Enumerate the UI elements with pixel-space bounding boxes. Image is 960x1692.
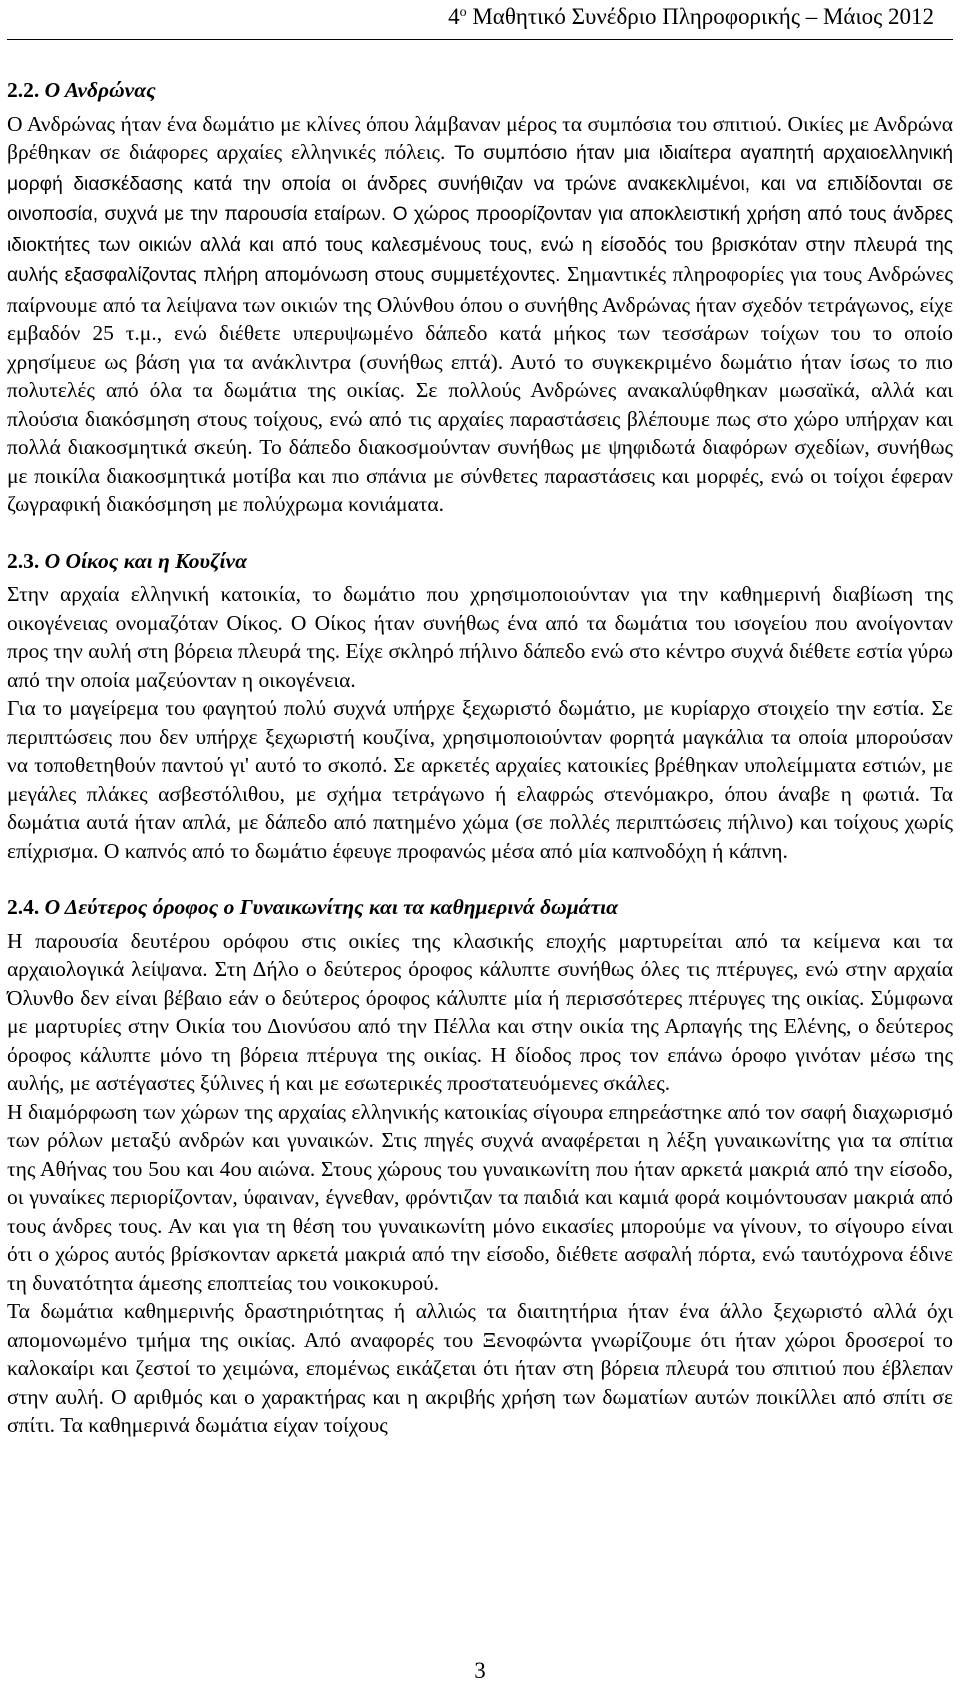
section-heading-2-3 <box>7 547 953 576</box>
paragraph-second-floor: Η παρουσία δευτέρου ορόφου στις οικίες της κλασικής εποχής μαρτυρείται από τα κείμενα και τα αρχαιολογικά λείψανα. Στη Δήλο ο δεύτερος όροφος κάλυπτε συνήθως όλες τις πτέρυγες, ενώ στην αρχαία Όλυνθο δεν είναι βέβαιο εάν ο δεύτερος όροφος κάλυπτε μία ή περισσότερες πτέρυγες της οικίας. Σύμφωνα με μαρτυρίες στην Οικία του Διονύσου από την Πέλλα και στην οικία της Αρπαγής της Ελένης, ο δεύτερος όροφος κάλυπτε μόνο τη βόρεια πτέρυγα της οικίας. Η δίοδος προς τον επάνω όροφο γινόταν μέσω της αυλής, με αστέγαστες ξύλινες ή και με εσωτερικές προστατευόμενες σκάλες. <box>7 928 953 1095</box>
section-title: Ο Δεύτερος όροφος ο Γυναικωνίτης και τα καθημερινά δωμάτια <box>44 895 618 919</box>
running-header <box>0 2 934 32</box>
header-ordinal-superscript: ο <box>459 5 467 20</box>
header-divider <box>7 39 953 40</box>
page-number: 3 <box>474 1658 486 1683</box>
body-content <box>7 48 953 1440</box>
paragraph-oikos: Στην αρχαία ελληνική κατοικία, το δωμάτιο που χρησιμοποιούνταν για την καθημερινή διαβίωση της οικογένειας ονομαζόταν Οίκος. Ο Οίκος ήταν συνήθως ένα από τα δωμάτια του ισογείου που ανοίγονταν προς την αυλή στη βόρεια πλευρά της. Είχε σκληρό πήλινο δάπεδο ενώ στο κέντρο συχνά διέθετε εστία γύρω από την οποία μαζεύονταν η οικογένεια. <box>7 582 953 692</box>
section-heading-2-4 <box>7 893 953 922</box>
paragraph-part-sans: Το συμπόσιο ήταν μια ιδιαίτερα αγαπητή αρχαιοελληνική μορφή διασκέδασης κατά την οποία οι άνδρες συνήθιζαν να τρώνε ανακεκλιμένοι, και να επιδίδονται σε οινοποσία, συχνά με την παρουσία εταίρων. Ο χώρος προορίζονταν για αποκλειστική χρήση από τους άνδρες ιδιοκτήτες των οικιών αλλά και από τους καλεσμένους τους, ενώ η είσοδός του βρισκόταν στην πλευρά της αυλής εξασφαλίζοντας πλήρη απομόνωση στους συμμετέχοντες. <box>7 143 954 286</box>
paragraph-part: Σημαντικές πληροφορίες για τους Ανδρώνες παίρνουμε από τα λείψανα των οικιών της Ολύνθου όπου ο συνήθης Ανδρώνας ήταν σχεδόν τετράγωνος, είχε εμβαδόν 25 τ.μ., ενώ διέθετε υπερυψωμένο δάπεδο κατά μήκος των τεσσάρων τοίχων του το οποίο χρησίμευε ως βάση για τα ανάκλιντρα (συνήθως επτά). Αυτό το συγκεκριμένο δωμάτιο ήταν ίσως το πιο πολυτελές από όλα τα δωμάτια της οικίας. Σε πολλούς Ανδρώνες ανακαλύφθηκαν μωσαϊκά, αλλά και πλούσια διακόσμηση στους τοίχους, ενώ από τις αρχαίες παραστάσεις βλέπουμε πως στο χώρο υπήρχαν και πολλά διακοσμητικά σκεύη. Το δάπεδο διακοσμούνταν συνήθως με ψηφιδωτά διαφόρων σχεδίων, συνήθως με ποικίλα διακοσμητικά μοτίβα και πιο σπάνια με σύνθετες παραστάσεις και μορφές, ενώ οι τοίχοι έφεραν ζωγραφική διακόσμηση με πολύχρωμα κονιάματα. <box>7 262 953 516</box>
paragraph-andronas <box>7 110 953 519</box>
section-title: Ο Οίκος και η Κουζίνα <box>44 548 247 573</box>
paragraph-kitchen: Για το μαγείρεμα του φαγητού πολύ συχνά υπήρχε ξεχωριστό δωμάτιο, με κυρίαρχο στοιχείο την εστία. Σε περιπτώσεις που δεν υπήρχε ξεχωριστή κουζίνα, χρησιμοποιούνταν φορητά μαγκάλια τα οποία μπορούσαν να τοποθετηθούν παντού γι' αυτό το σκοπό. Σε αρκετές αρχαίες κατοικίες βρέθηκαν υπολείμματα εστιών, με μεγάλες πλάκες ασβεστόλιθου, με σχήμα τετράγωνο ή ελαφρώς στενόμακρο, όπου άναβε η φωτιά. Τα δωμάτια αυτά ήταν απλά, με δάπεδο από πατημένο χώμα (σε πολλές περιπτώσεις πήλινο) και τοίχους χωρίς επίχρισμα. Ο καπνός από το δωμάτιο έφευγε προφανώς μέσα από μία καπνοδόχη ή κάπνη. <box>7 696 953 863</box>
paragraph-daily-rooms: Τα δωμάτια καθημερινής δραστηριότητας ή αλλιώς τα διαιτητήρια ήταν ένα άλλο ξεχωριστό αλλά όχι απομονωμένο τμήμα της οικίας. Από αναφορές του Ξενοφώντα γνωρίζουμε ότι ήταν χώροι δροσεροί το καλοκαίρι και ζεστοί το χειμώνα, επομένως εικάζεται ότι ήταν στη βόρεια πλευρά του σπιτιού που έβλεπαν στην αυλή. Ο αριθμός και ο χαρακτήρας και η ακριβής χρήση των δωματίων αυτών ποικίλλει από σπίτι σε σπίτι. Τα καθημερινά δωμάτια είχαν τοίχους <box>7 1299 953 1437</box>
section-title: Ο Ανδρώνας <box>44 78 156 102</box>
section-heading-2-2 <box>7 76 953 105</box>
section-number: 2.4. <box>7 895 40 919</box>
section-number: 2.3. <box>7 548 40 573</box>
header-title: Μαθητικό Συνέδριο Πληροφορικής – Μάιος 2012 <box>466 4 934 29</box>
section-number: 2.2. <box>7 78 40 102</box>
paragraph-part: Ο Ανδρώνας ήταν ένα δωμάτιο με κλίνες όπου λάμβαναν μέρος τα συμπόσια του σπιτιού. Οικίες με Ανδρώνα βρέθηκαν σε διάφορες αρχαίες ελληνικές πόλεις. <box>7 111 953 164</box>
paragraph-gynaikonitis: Η διαμόρφωση των χώρων της αρχαίας ελληνικής κατοικίας σίγουρα επηρεάστηκε από τον σαφή διαχωρισμό των ρόλων μεταξύ ανδρών και γυναικών. Στις πηγές συχνά αναφέρεται η λέξη γυναικωνίτης για τα σπίτια της Αθήνας του 5ου και 4ου αιώνα. Στους χώρους του γυναικωνίτη που ήταν αρκετά μακριά από την είσοδο, οι γυναίκες περιορίζονταν, ύφαιναν, έγνεθαν, φρόντιζαν τα παιδιά και καμιά φορά κοιμόντουσαν μακριά από τους άνδρες τους. Αν και για τη θέση του γυναικωνίτη μόνο εικασίες μπορούμε να γίνουν, το σίγουρο είναι ότι ο χώρος αυτός βρίσκονταν αρκετά μακριά από την είσοδο, διέθετε ασφαλή πόρτα, ενώ ταυτόχρονα έδινε τη δυνατότητα άμεσης εποπτείας του νοικοκυρού. <box>7 1099 953 1295</box>
header-ordinal: 4 <box>448 4 460 29</box>
